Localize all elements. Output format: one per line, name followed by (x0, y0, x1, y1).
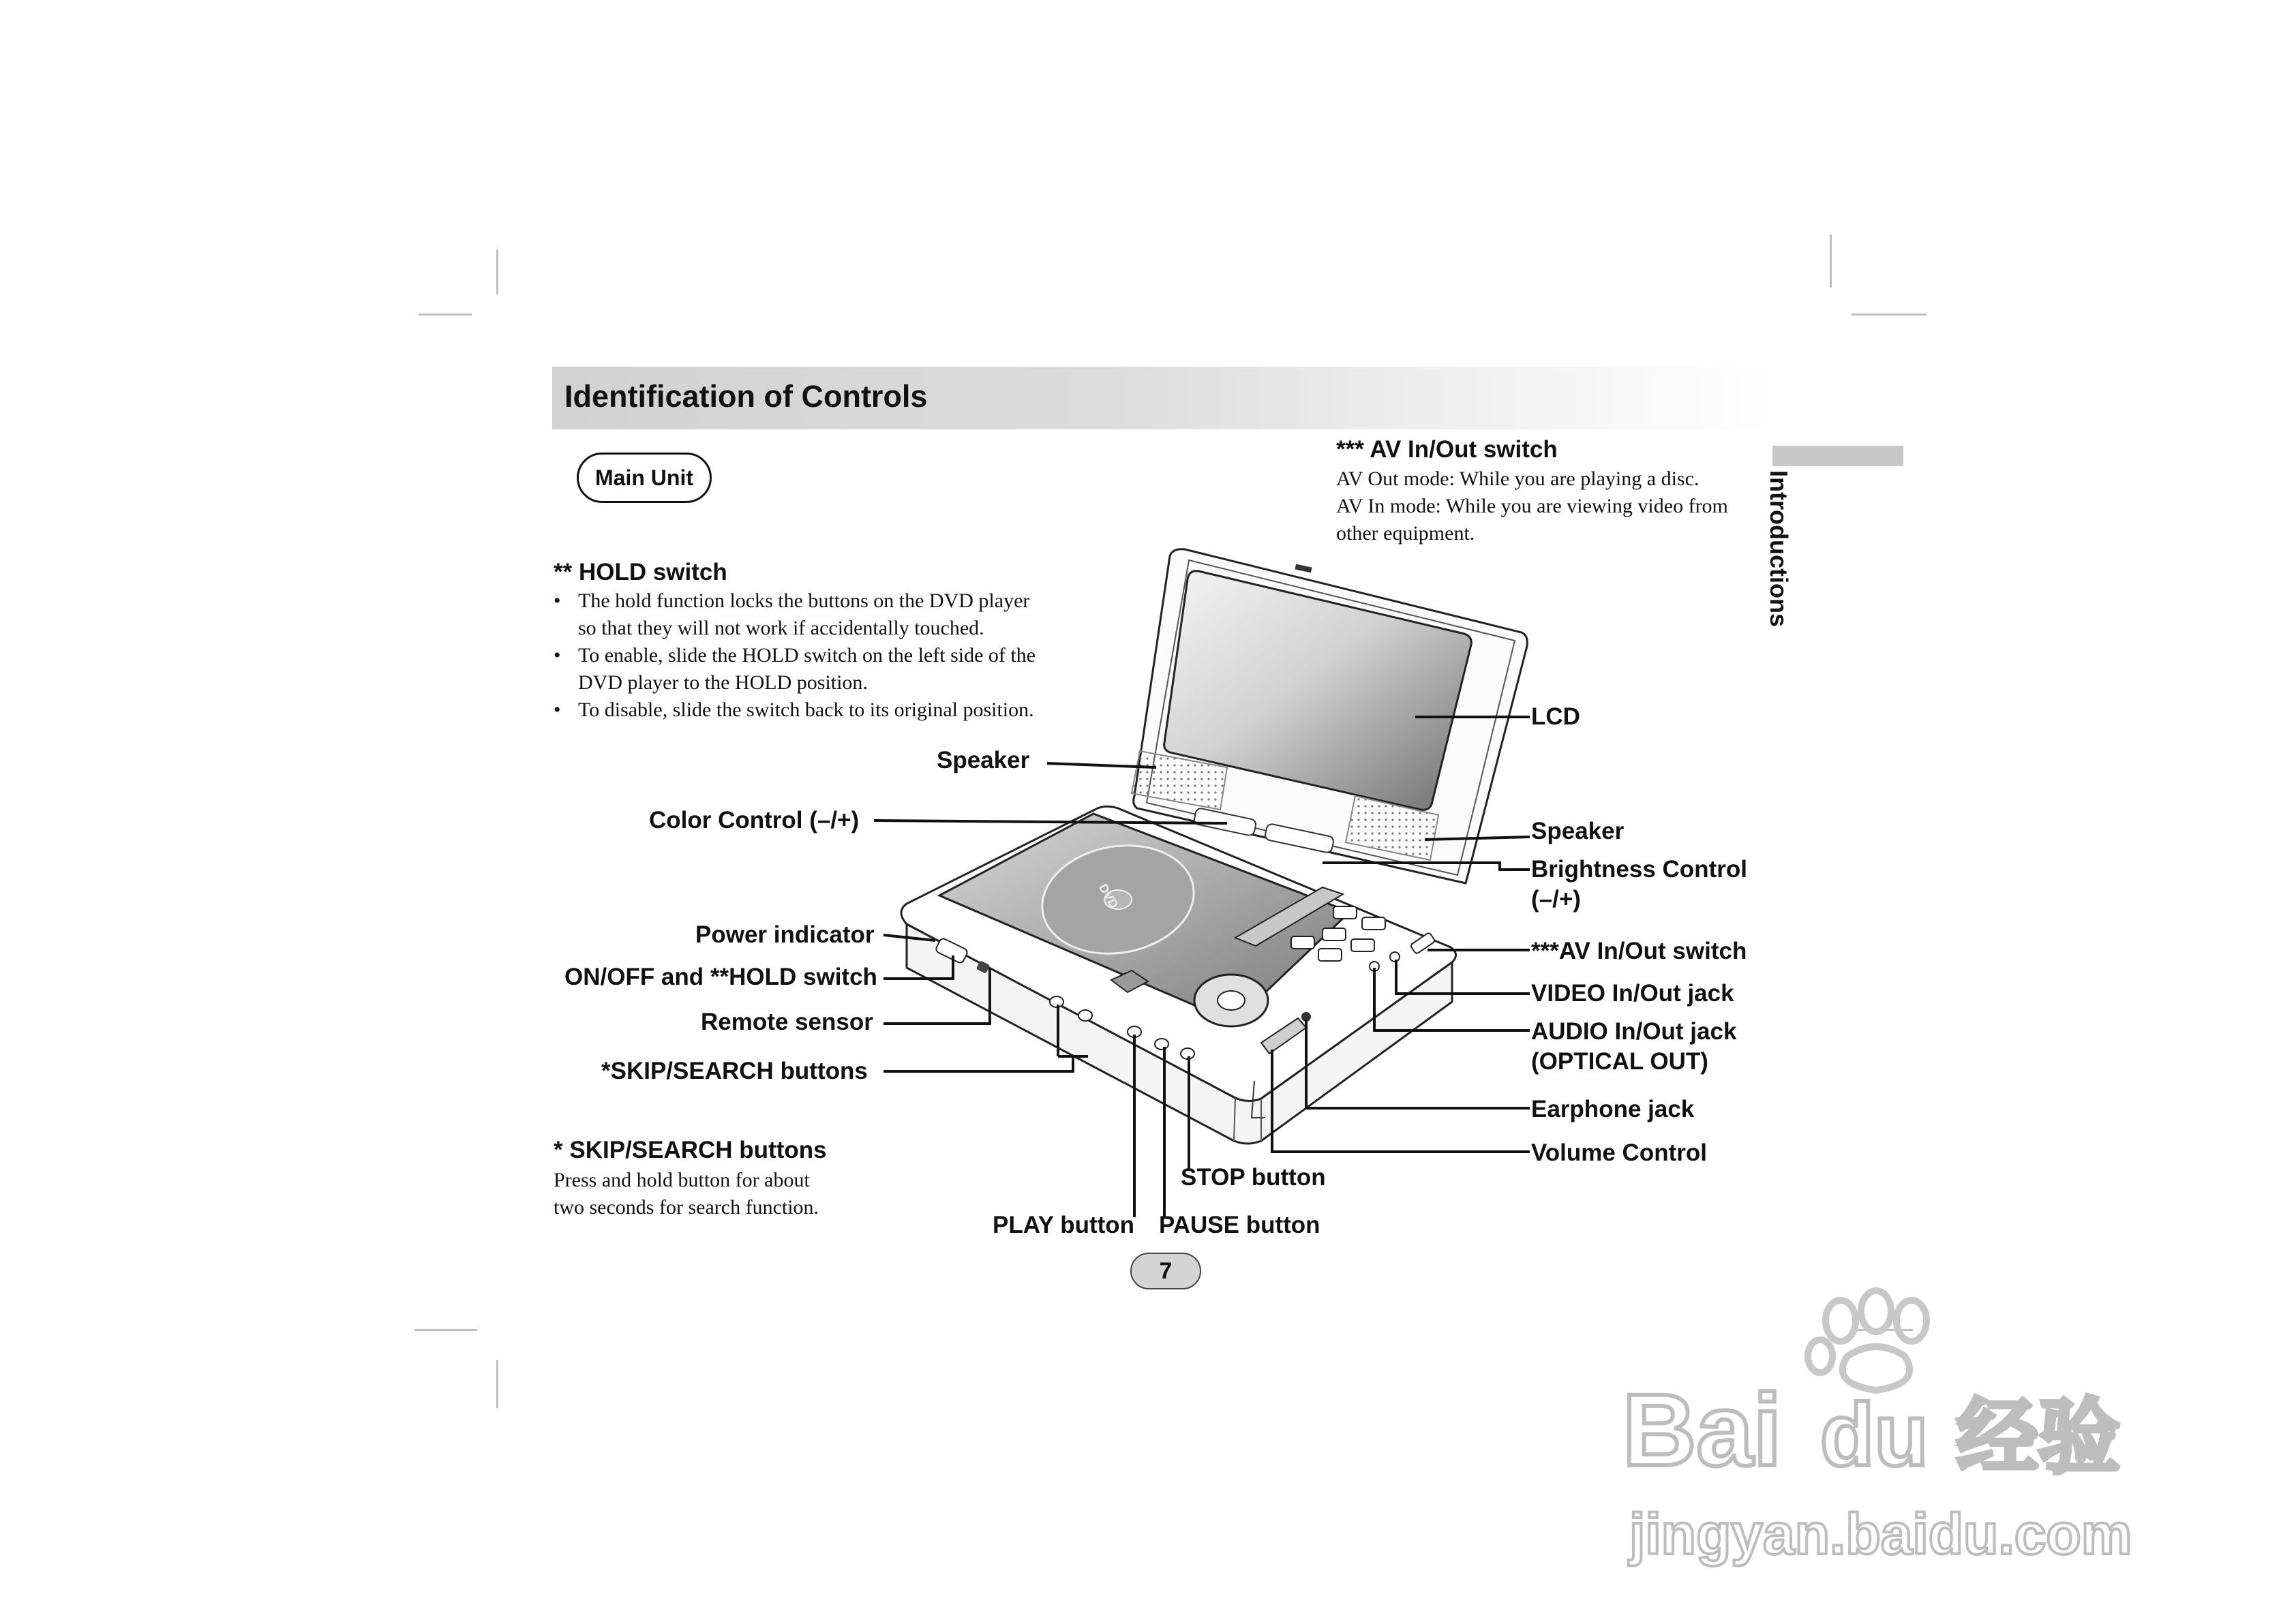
callout-onoff-hold: ON/OFF and **HOLD switch (564, 964, 877, 990)
callout-color-control: Color Control (–/+) (649, 807, 860, 833)
callout-earphone-jack: Earphone jack (1531, 1096, 1695, 1122)
callout-video-jack: VIDEO In/Out jack (1531, 980, 1734, 1007)
callout-brightness-range: (–/+) (1531, 886, 1581, 913)
svg-text:DVD: DVD (1096, 881, 1121, 911)
callout-brightness: Brightness Control (1531, 856, 1747, 883)
callout-power-indicator: Power indicator (695, 921, 875, 948)
hold-bullet: • The hold function locks the buttons on the DVD player so that they will not work if accidentally touched. (554, 587, 1036, 642)
av-switch-line: AV Out mode: While you are playing a disc. (1336, 468, 1700, 490)
callout-remote-sensor: Remote sensor (701, 1009, 873, 1035)
hold-bullet: • To disable, slide the switch back to its original position. (554, 697, 1036, 724)
callout-pause-button: PAUSE button (1159, 1212, 1320, 1238)
side-tab-label: Introductions (1765, 470, 1793, 627)
callout-speaker-left: Speaker (937, 747, 1030, 774)
hold-bullet: • To enable, slide the HOLD switch on the left side of the DVD player to the HOLD position. (554, 642, 1036, 697)
callout-speaker-right: Speaker (1531, 818, 1625, 844)
svg-text:jingyan.baidu.com: jingyan.baidu.com (1629, 1502, 2132, 1566)
callout-volume-control: Volume Control (1531, 1139, 1707, 1166)
skip-line: Press and hold button for about (554, 1169, 810, 1191)
callout-av-switch: ***AV In/Out switch (1531, 938, 1747, 964)
page-number: 7 (1130, 1253, 1201, 1289)
svg-text:经验: 经验 (1957, 1392, 2120, 1483)
svg-text:Bai: Bai (1622, 1373, 1782, 1487)
skip-line: two seconds for search function. (554, 1196, 819, 1219)
callout-stop-button: STOP button (1181, 1164, 1326, 1191)
av-switch-heading: *** AV In/Out switch (1336, 436, 1558, 463)
baidu-watermark-logo (1622, 1281, 2195, 1567)
page-title: Identification of Controls (564, 379, 928, 414)
av-switch-line: other equipment. (1336, 522, 1475, 545)
section-badge: Main Unit (577, 453, 712, 503)
callout-lcd: LCD (1531, 703, 1580, 730)
svg-text:du: du (1820, 1385, 1929, 1484)
callout-optical-out: (OPTICAL OUT) (1531, 1048, 1708, 1075)
callout-skip-search: *SKIP/SEARCH buttons (601, 1058, 868, 1084)
skip-heading: * SKIP/SEARCH buttons (554, 1137, 827, 1163)
av-switch-line: AV In mode: While you are viewing video from (1336, 495, 1728, 517)
hold-heading: ** HOLD switch (554, 559, 727, 585)
callout-play-button: PLAY button (993, 1212, 1135, 1238)
callout-audio-jack: AUDIO In/Out jack (1531, 1018, 1737, 1045)
